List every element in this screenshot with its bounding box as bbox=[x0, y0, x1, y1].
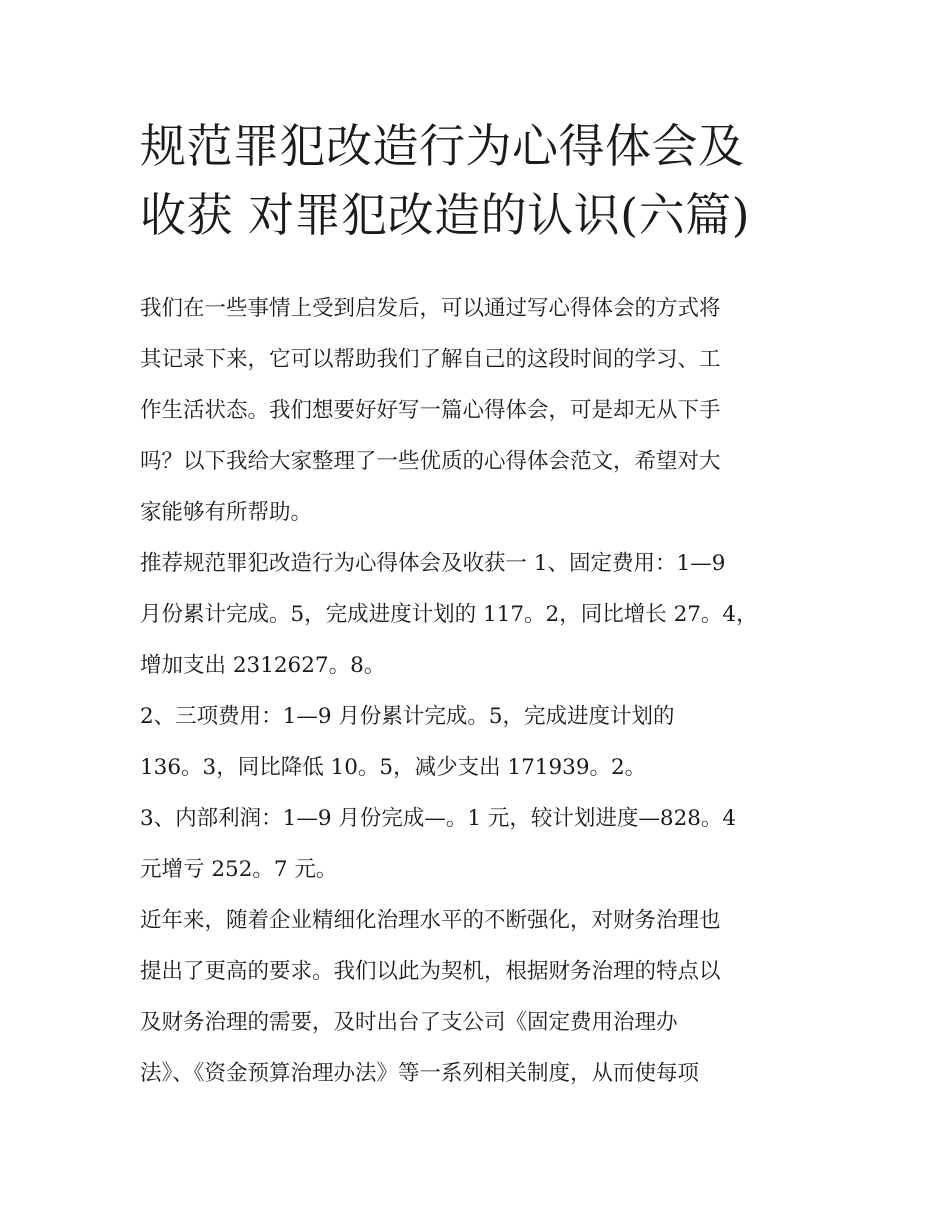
body-line: 136。3，同比降低 10。5，减少支出 171939。2。 bbox=[140, 755, 647, 780]
body-line: 增加支出 2312627。8。 bbox=[140, 653, 386, 678]
body-line: 其记录下来，它可以帮助我们了解自己的这段时间的学习、工 bbox=[140, 347, 721, 372]
body-line: 作生活状态。我们想要好好写一篇心得体会，可是却无从下手 bbox=[140, 398, 721, 423]
body-line: 法》、《资金预算治理办法》等一系列相关制度，从而使每项 bbox=[140, 1061, 700, 1086]
document-body bbox=[140, 283, 820, 1099]
body-line: 推荐规范罪犯改造行为心得体会及收获一 1、固定费用：1—9 bbox=[140, 551, 726, 576]
body-line: 元增亏 252。7 元。 bbox=[140, 857, 338, 882]
body-line: 月份累计完成。5，完成进度计划的 117。2，同比增长 27。4， bbox=[140, 602, 758, 627]
body-line: 及财务治理的需要，及时出台了支公司《固定费用治理办 bbox=[140, 1010, 678, 1035]
document-title bbox=[140, 112, 820, 250]
body-line: 2、三项费用：1—9 月份累计完成。5，完成进度计划的 bbox=[140, 704, 675, 729]
body-line: 3、内部利润：1—9 月份完成—。1 元，较计划进度—828。4 bbox=[140, 806, 737, 831]
body-line: 家能够有所帮助。 bbox=[140, 500, 313, 525]
body-line: 吗？以下我给大家整理了一些优质的心得体会范文，希望对大 bbox=[140, 449, 721, 474]
title-line: 规范罪犯改造行为心得体会及 bbox=[140, 119, 745, 173]
body-line: 近年来，随着企业精细化治理水平的不断强化，对财务治理也 bbox=[140, 908, 721, 933]
body-line: 提出了更高的要求。我们以此为契机，根据财务治理的特点以 bbox=[140, 959, 721, 984]
body-line: 我们在一些事情上受到启发后，可以通过写心得体会的方式将 bbox=[140, 296, 721, 321]
title-line: 收获 对罪犯改造的认识(六篇) bbox=[140, 188, 751, 242]
